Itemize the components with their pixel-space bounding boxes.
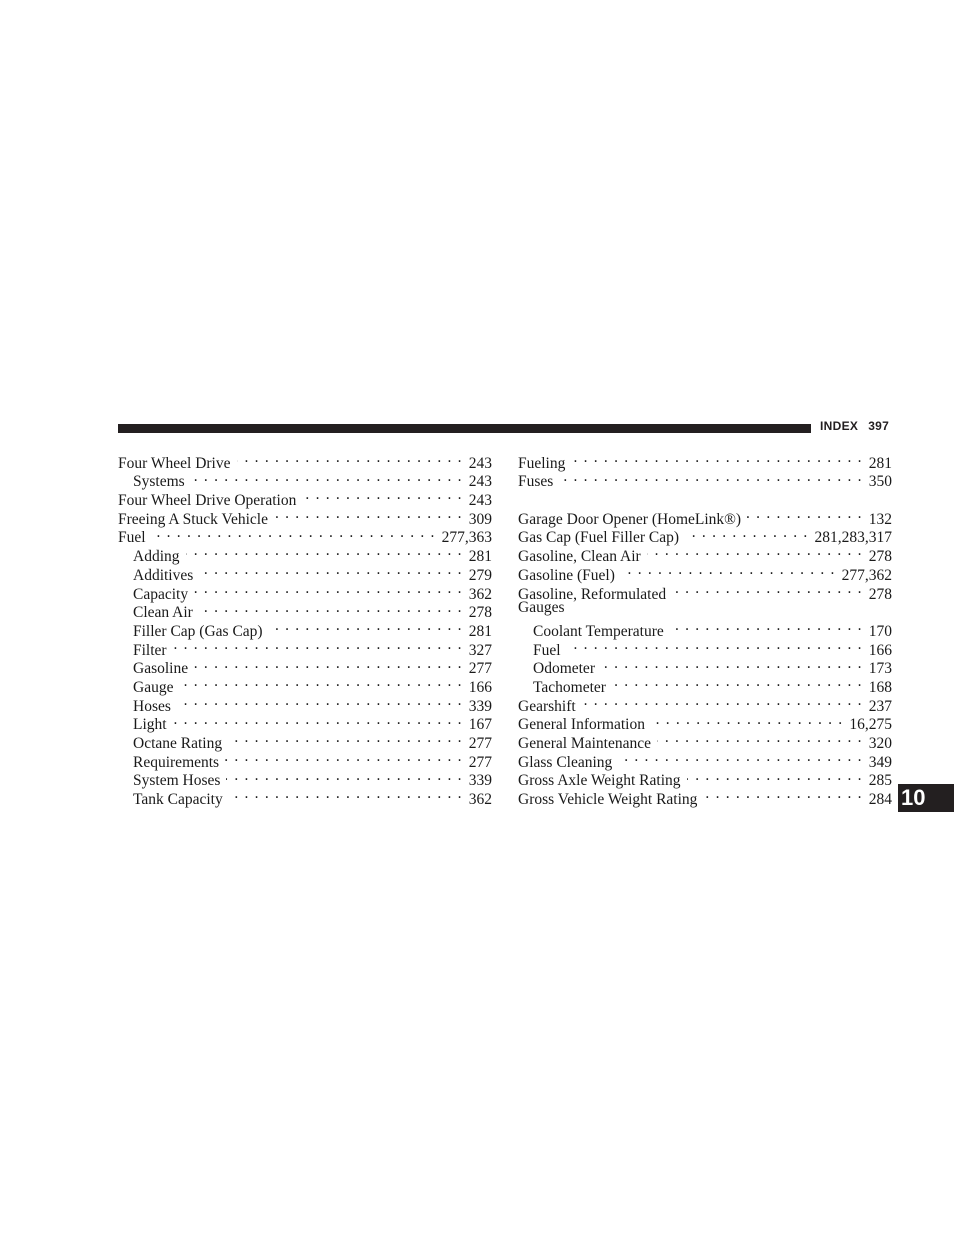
index-term: Filler Cap (Gas Cap) — [133, 622, 263, 640]
index-subentry — [518, 617, 892, 640]
dot-leader — [672, 580, 863, 599]
dot-leader — [194, 655, 463, 674]
page-reference: 362 — [468, 585, 492, 603]
page-reference: 170 — [868, 622, 892, 640]
index-term: Systems — [133, 473, 185, 491]
index-term: Gross Axle Weight Rating — [518, 772, 681, 790]
dot-leader — [601, 655, 863, 674]
index-subentry — [118, 655, 492, 678]
page-reference: 237 — [868, 697, 892, 715]
page-reference: 277,362 — [841, 566, 892, 584]
page-reference: 278 — [868, 585, 892, 603]
index-term: Requirements — [133, 753, 220, 771]
index-term: General Information — [518, 716, 645, 734]
page-reference: 362 — [468, 791, 492, 809]
dot-leader — [618, 748, 862, 767]
index-term: Hoses — [133, 697, 171, 715]
index-term: Fuses — [518, 473, 554, 491]
index-term: Gasoline (Fuel) — [518, 566, 615, 584]
index-term: Gauges — [518, 598, 565, 616]
dot-leader — [269, 617, 463, 636]
dot-leader — [237, 449, 463, 468]
dot-leader — [651, 711, 843, 730]
index-term: Clean Air — [133, 604, 193, 622]
index-spacer — [518, 486, 892, 505]
page-reference: 284 — [868, 791, 892, 809]
index-term: Coolant Temperature — [533, 622, 664, 640]
dot-leader — [191, 468, 463, 487]
index-term: Capacity — [133, 585, 189, 603]
index-entry — [118, 449, 492, 472]
dot-leader — [685, 524, 808, 543]
dot-leader — [657, 729, 863, 748]
page-number: 397 — [868, 419, 890, 433]
page-reference: 16,275 — [849, 716, 892, 734]
index-subentry — [118, 711, 492, 734]
page-reference: 278 — [468, 604, 492, 622]
index-subentry — [518, 655, 892, 678]
dot-leader — [228, 729, 463, 748]
page-reference: 350 — [868, 473, 892, 491]
page-reference: 339 — [468, 697, 492, 715]
dot-leader — [582, 692, 863, 711]
index-term: Gasoline, Reformulated — [518, 585, 667, 603]
page-reference: 278 — [868, 548, 892, 566]
dot-leader — [186, 542, 463, 561]
dot-leader — [177, 692, 463, 711]
index-subentry — [118, 692, 492, 715]
page-reference: 281 — [468, 622, 492, 640]
index-term: Gas Cap (Fuel Filler Cap) — [518, 529, 680, 547]
index-term: Tank Capacity — [133, 791, 223, 809]
index-term: Fuel — [118, 529, 146, 547]
index-term: Gross Vehicle Weight Rating — [518, 791, 698, 809]
page-reference: 277 — [468, 660, 492, 678]
dot-leader — [612, 673, 863, 692]
dot-leader — [571, 449, 862, 468]
index-subentry — [118, 729, 492, 752]
index-entry — [518, 505, 892, 528]
section-title: INDEX — [820, 419, 859, 433]
index-column-right — [518, 449, 892, 809]
page-reference: 281,283,317 — [814, 529, 892, 547]
page-reference: 132 — [868, 510, 892, 528]
page-reference: 281 — [868, 454, 892, 472]
page-reference: 167 — [468, 716, 492, 734]
index-term: Light — [133, 716, 167, 734]
index-entry — [118, 524, 492, 547]
dot-leader — [179, 673, 462, 692]
dot-leader — [621, 561, 836, 580]
index-column-left — [118, 449, 492, 809]
dot-leader — [647, 542, 863, 561]
index-term: Four Wheel Drive — [118, 454, 231, 472]
dot-leader — [173, 711, 463, 730]
index-term: Additives — [133, 566, 194, 584]
page-reference: 277 — [468, 735, 492, 752]
index-term: General Maintenance — [518, 735, 651, 752]
dot-leader — [274, 505, 463, 524]
page-reference: 166 — [468, 678, 492, 696]
page-reference: 277,363 — [441, 529, 492, 547]
running-header — [820, 419, 889, 433]
header-rule — [118, 424, 811, 433]
index-term: Gauge — [133, 678, 174, 696]
page-reference: 243 — [468, 473, 492, 491]
page-reference: 166 — [868, 641, 892, 659]
dot-leader — [152, 524, 436, 543]
page-reference: 339 — [468, 772, 492, 790]
dot-leader — [567, 636, 863, 655]
page-reference: 281 — [468, 548, 492, 566]
dot-leader — [559, 468, 862, 487]
index-term: Adding — [133, 548, 180, 566]
index-term: Tachometer — [533, 678, 606, 696]
dot-leader — [229, 785, 463, 804]
page-reference: 327 — [468, 641, 492, 659]
index-term: Glass Cleaning — [518, 753, 613, 771]
dot-leader — [703, 785, 862, 804]
dot-leader — [199, 561, 462, 580]
dot-leader — [199, 599, 463, 618]
dot-leader — [687, 767, 863, 786]
index-term: Fueling — [518, 454, 566, 472]
index-subentry — [118, 542, 492, 566]
page-reference: 309 — [468, 510, 492, 528]
page-reference: 320 — [868, 735, 892, 752]
page-reference: 279 — [468, 566, 492, 584]
index-subentry — [118, 636, 492, 659]
index-term: Four Wheel Drive Operation — [118, 492, 297, 510]
dot-leader — [670, 617, 863, 636]
page-reference: 173 — [868, 660, 892, 678]
chapter-tab: 10 — [898, 784, 954, 812]
dot-leader — [226, 767, 462, 786]
index-term: System Hoses — [133, 772, 221, 790]
index-term: Garage Door Opener (HomeLink®) — [518, 510, 742, 528]
page-reference: 285 — [868, 772, 892, 790]
page-reference: 243 — [468, 454, 492, 472]
dot-leader — [302, 486, 462, 505]
index-subentry — [518, 636, 892, 659]
index-term: Fuel — [533, 641, 561, 659]
index-term: Gasoline — [133, 660, 189, 678]
dot-leader — [747, 505, 863, 524]
index-term: Freeing A Stuck Vehicle — [118, 510, 268, 528]
index-term: Gearshift — [518, 697, 576, 715]
dot-leader — [194, 580, 463, 599]
page-reference: 168 — [868, 678, 892, 696]
index-term: Odometer — [533, 660, 595, 678]
dot-leader — [225, 748, 463, 767]
index-entry — [518, 449, 892, 472]
page-reference: 349 — [868, 753, 892, 771]
page-reference: 243 — [468, 492, 492, 510]
index-term: Octane Rating — [133, 735, 223, 752]
index-entry — [518, 468, 892, 491]
page-reference: 277 — [468, 753, 492, 771]
index-term: Filter — [133, 641, 167, 659]
index-term: Gasoline, Clean Air — [518, 548, 641, 566]
dot-leader — [173, 636, 463, 655]
